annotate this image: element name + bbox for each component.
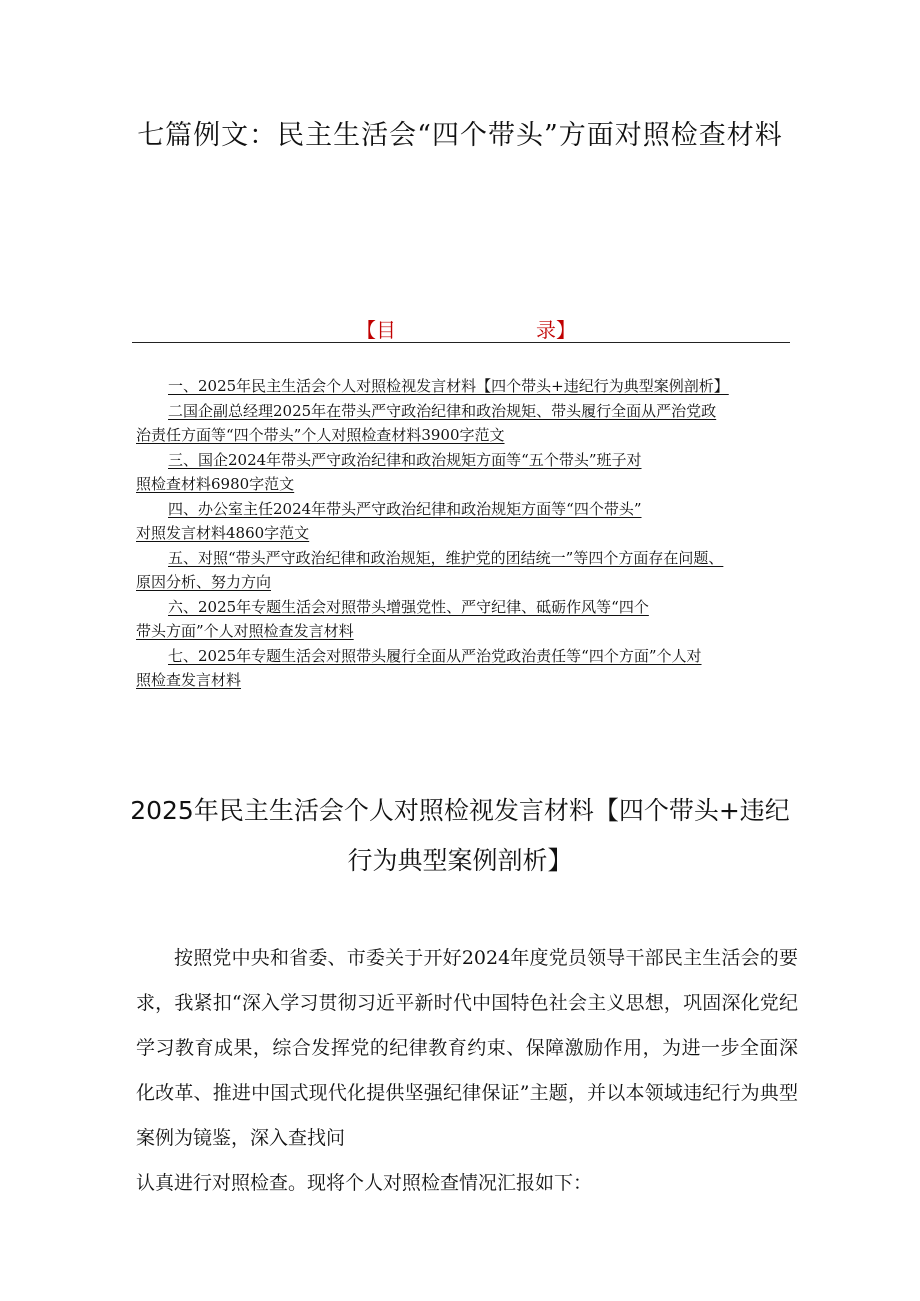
table-of-contents <box>136 374 798 693</box>
section-title: 2025年民主生活会个人对照检视发言材料【四个带头+违纪行为典型案例剖析】 <box>130 796 790 875</box>
toc-entry-line[interactable]: 对照发言材料4860字范文 <box>136 524 310 542</box>
toc-entry-7[interactable] <box>136 644 798 693</box>
toc-entry-6[interactable] <box>136 595 798 644</box>
toc-entry-line[interactable]: 一、2025年民主生活会个人对照检视发言材料【四个带头+违纪行为典型案例剖析】 <box>168 377 729 395</box>
toc-entry-line[interactable]: 带头方面”个人对照检查发言材料 <box>136 622 354 640</box>
toc-entry-line[interactable]: 三、国企2024年带头严守政治纪律和政治规矩方面等“五个带头”班子对 <box>168 450 642 469</box>
toc-entry-line[interactable]: 四、办公室主任2024年带头严守政治纪律和政治规矩方面等“四个带头” <box>168 499 642 518</box>
paragraph: 认真进行对照检查。现将个人对照检查情况汇报如下： <box>136 1172 593 1194</box>
toc-entry-2[interactable] <box>136 399 798 448</box>
toc-entry-line[interactable]: 原因分析、努力方向 <box>136 573 272 591</box>
toc-heading <box>132 312 790 343</box>
toc-heading-left: 【目 <box>356 318 396 342</box>
toc-entry-line[interactable]: 治责任方面等“四个带头”个人对照检查材料3900字范文 <box>136 426 505 444</box>
toc-entry-line[interactable]: 六、2025年专题生活会对照带头增强党性、严守纪律、砥砺作风等“四个 <box>168 597 649 616</box>
paragraph: 按照党中央和省委、市委关于开好2024年度党员领导干部民主生活会的要求，我紧扣“深入学习贯彻习近平新时代中国特色社会主义思想，巩固深化党纪学习教育成果，综合发挥党的纪律教育约束、保障激励作用，为进一步全面深化改革、推进中国式现代化提供坚强纪律保证”主题，并以本领域违纪行为典型案例为镜鉴，深入查找问 <box>136 947 798 1149</box>
body-text <box>136 936 798 1206</box>
toc-entry-line[interactable]: 七、2025年专题生活会对照带头履行全面从严治党政治责任等“四个方面”个人对 <box>168 646 702 665</box>
toc-entry-3[interactable] <box>136 448 798 497</box>
toc-entry-line[interactable]: 二国企副总经理2025年在带头严守政治纪律和政治规矩、带头履行全面从严治党政 <box>168 401 717 420</box>
toc-heading-right: 录】 <box>536 318 576 342</box>
toc-entry-line[interactable]: 照检查材料6980字范文 <box>136 475 295 493</box>
toc-entry-line[interactable]: 照检查发言材料 <box>136 671 242 689</box>
toc-entry-4[interactable] <box>136 497 798 546</box>
toc-entry-5[interactable] <box>136 546 798 595</box>
toc-entry-line[interactable]: 五、对照“带头严守政治纪律和政治规矩，维护党的团结统一”等四个方面存在问题、 <box>168 548 724 567</box>
document-title: 七篇例文：民主生活会“四个带头”方面对照检查材料 <box>137 120 783 151</box>
toc-entry-1[interactable] <box>136 374 798 399</box>
